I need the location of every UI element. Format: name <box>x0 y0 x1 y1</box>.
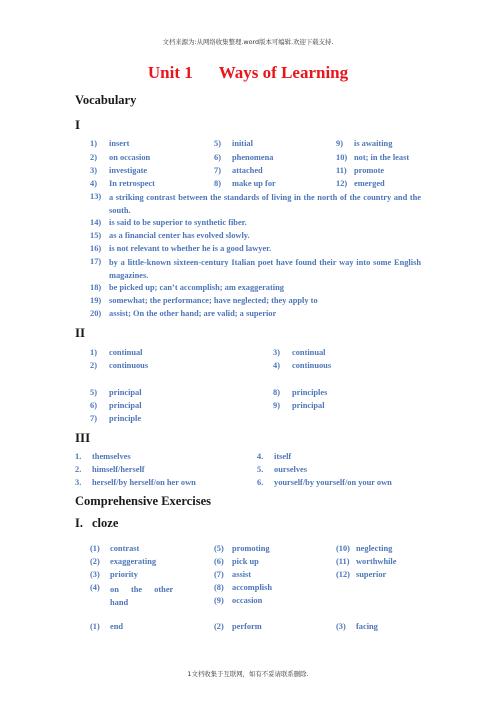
section-iii-heading: III <box>75 430 91 445</box>
list-item: 5) <box>90 388 97 397</box>
list-item: (12) <box>336 570 350 579</box>
list-item-text: principle <box>109 414 142 423</box>
list-item-text: investigate <box>109 166 148 175</box>
list-item: 15) <box>90 231 102 240</box>
list-item: 18) <box>90 283 102 292</box>
list-item: 2) <box>90 361 97 370</box>
list-item-text: on the other hand <box>110 585 174 607</box>
list-item-text: assist; On the other hand; are valid; a superior <box>109 309 277 318</box>
list-item: 20) <box>90 309 102 318</box>
list-item-text: is awaiting <box>354 139 393 148</box>
list-item: 8) <box>214 179 221 188</box>
list-item-text: themselves <box>92 452 131 461</box>
list-item: 7) <box>214 166 221 175</box>
list-item-text: promote <box>354 166 385 175</box>
list-item-text: initial <box>232 139 253 148</box>
list-item-text: himself/herself <box>92 465 145 474</box>
list-item-text: somewhat; the performance; have neglected; they apply to <box>109 296 318 305</box>
page-title <box>0 63 496 83</box>
list-item-text: principal <box>109 401 142 410</box>
list-item: 7) <box>90 414 97 423</box>
list-item-text: assist <box>232 570 252 579</box>
list-item-text: is not relevant to whether he is a good lawyer. <box>109 244 272 253</box>
list-item-text: continuous <box>292 361 332 370</box>
header-note: 文档来源为:从网络收集整理.word版本可编辑.欢迎下载支持. <box>162 38 334 46</box>
list-item-text: priority <box>110 570 138 579</box>
list-item: 9) <box>273 401 280 410</box>
list-item: 19) <box>90 296 102 305</box>
list-item: (9) <box>214 596 224 605</box>
list-item-text: facing <box>356 622 378 631</box>
list-item: 17) <box>90 257 102 266</box>
list-item-text: insert <box>109 139 130 148</box>
list-item-text: emerged <box>354 179 385 188</box>
list-item-text: neglecting <box>356 544 393 553</box>
list-item-text: pick up <box>232 557 259 566</box>
list-item: 12) <box>336 179 348 188</box>
list-item-text: promoting <box>232 544 270 553</box>
list-item: 8) <box>273 388 280 397</box>
list-item-text: on occasion <box>109 153 151 162</box>
list-item-text: make up for <box>232 179 276 188</box>
unit-name: Ways of Learning <box>218 63 349 82</box>
list-item: 13) <box>90 192 102 201</box>
list-item: 3) <box>90 166 97 175</box>
list-item: (1) <box>90 544 100 553</box>
list-item: 6) <box>90 401 97 410</box>
list-item-text: continual <box>109 348 143 357</box>
list-item: 6. <box>257 478 264 487</box>
list-item: 3) <box>273 348 280 357</box>
list-item: 2. <box>75 465 82 474</box>
list-item: 9) <box>336 139 343 148</box>
list-item: 3. <box>75 478 82 487</box>
list-item-text: by a little-known sixteen-century Italian poet have found their way into some English magazines. <box>109 258 421 280</box>
list-item-text: perform <box>232 622 262 631</box>
list-item: 16) <box>90 244 102 253</box>
list-item-text: principal <box>109 388 142 397</box>
list-item-text: ourselves <box>274 465 308 474</box>
list-item-text: contrast <box>110 544 140 553</box>
list-item: 2) <box>90 153 97 162</box>
section-i-heading: I <box>75 117 81 132</box>
list-item: (8) <box>214 583 224 592</box>
list-item-text: continuous <box>109 361 149 370</box>
list-item-text: phenomena <box>232 153 274 162</box>
list-item-text: yourself/by yourself/on your own <box>274 478 392 487</box>
footer-note: 1文档收集于互联网，如有不妥请联系删除. <box>187 670 309 678</box>
list-item-text: principles <box>292 388 328 397</box>
list-item: (2) <box>90 557 100 566</box>
cloze-heading-number: I. <box>75 516 83 530</box>
vocabulary-heading: Vocabulary <box>75 93 137 107</box>
list-item: 6) <box>214 153 221 162</box>
list-item: 11) <box>336 166 347 175</box>
list-item-text: worthwhile <box>356 557 397 566</box>
list-item: 5) <box>214 139 221 148</box>
list-item-text: as a financial center has evolved slowly. <box>109 231 250 240</box>
list-item: (11) <box>336 557 350 566</box>
unit-number: Unit 1 <box>147 63 193 82</box>
list-item: (10) <box>336 544 350 553</box>
list-item-text: is said to be superior to synthetic fiber. <box>109 218 247 227</box>
list-item-text: exaggerating <box>110 557 157 566</box>
comprehensive-heading: Comprehensive Exercises <box>75 494 211 508</box>
list-item: (7) <box>214 570 224 579</box>
list-item: (2) <box>214 622 224 631</box>
list-item-text: not; in the least <box>354 153 410 162</box>
list-item-text: In retrospect <box>109 179 155 188</box>
list-item-text: attached <box>232 166 263 175</box>
list-item: 1. <box>75 452 82 461</box>
list-item: (5) <box>214 544 224 553</box>
list-item: 1) <box>90 348 97 357</box>
list-item-text: be picked up; can’t accomplish; am exaggerating <box>109 283 284 292</box>
list-item: (4) <box>90 583 100 592</box>
list-item-text: accomplish <box>232 583 273 592</box>
list-item-text: occasion <box>232 596 263 605</box>
cloze-heading: cloze <box>92 516 119 530</box>
list-item: 4) <box>90 179 97 188</box>
list-item-text: end <box>110 622 124 631</box>
list-item-text: principal <box>292 401 325 410</box>
list-item: 1) <box>90 139 97 148</box>
list-item: 4) <box>273 361 280 370</box>
list-item: 5. <box>257 465 264 474</box>
section-ii-heading: II <box>75 325 86 340</box>
list-item: 4. <box>257 452 264 461</box>
list-item: 10) <box>336 153 348 162</box>
list-item-text: a striking contrast between the standards of living in the north of the country and the south. <box>109 193 421 215</box>
list-item: (6) <box>214 557 224 566</box>
list-item-text: continual <box>292 348 326 357</box>
list-item: (3) <box>90 570 100 579</box>
list-item-text: superior <box>356 570 387 579</box>
list-item: (1) <box>90 622 100 631</box>
list-item: (3) <box>336 622 346 631</box>
list-item-text: herself/by herself/on her own <box>92 478 196 487</box>
list-item: 14) <box>90 218 102 227</box>
list-item-text: itself <box>274 452 292 461</box>
